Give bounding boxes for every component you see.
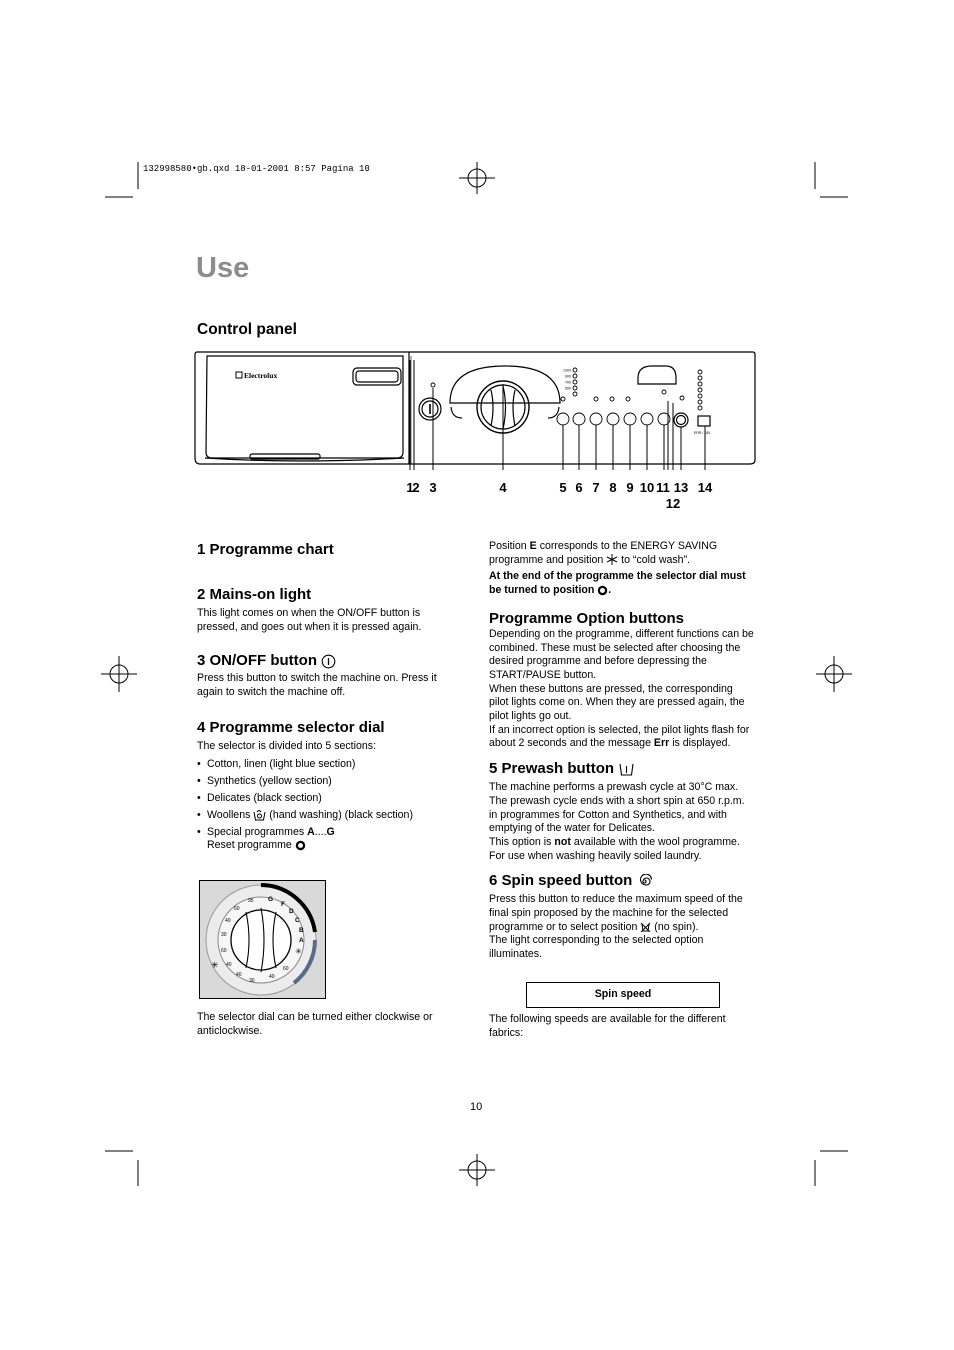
mains-light-text: This light comes on when the ON/OFF button is pressed, and goes out when it is pressed again. (197, 607, 422, 633)
control-panel-illustration (190, 348, 760, 470)
dial-letter: G (268, 896, 274, 903)
callout-11: 11 (656, 480, 670, 495)
spin-speed-light-text: The light corresponding to the selected option illuminates. (489, 934, 704, 961)
position-e-text: Position E corresponds to the ENERGY SAVING programme and position to “cold wash”. (489, 540, 718, 566)
svg-text:Electrolux: Electrolux (244, 371, 278, 380)
list-item: • Cotton, linen (light blue section) (197, 758, 459, 772)
spin-speed-text: Press this button to reduce the maximum speed of the final spin proposed by the machine for the selected programme or to select position (no spin). (489, 893, 743, 933)
callout-14: 14 (697, 480, 713, 495)
dial-temp: 40 (236, 972, 242, 978)
dial-temp: 40 (269, 974, 275, 980)
dial-temp: 40 (226, 962, 232, 968)
callout-7: 7 (592, 480, 600, 495)
spin-value-label: 700 (565, 380, 571, 385)
cold-wash-icon: ✳ (295, 947, 302, 956)
spin-speed-heading: 6 Spin speed button (489, 871, 755, 890)
dial-letter: F (281, 901, 285, 908)
callout-12: 12 (665, 496, 681, 511)
selector-sections-list (197, 758, 459, 853)
onoff-heading: 3 ON/OFF button (197, 651, 459, 670)
spin-value-label: 900 (565, 374, 571, 379)
callout-4: 4 (499, 480, 507, 495)
list-item: • Woollens (hand washing) (black section) (197, 809, 459, 823)
page-number: 10 (470, 1101, 483, 1113)
dial-letter: C (295, 917, 300, 924)
dial-note: The selector dial can be turned either clockwise or anticlockwise. (197, 1011, 433, 1037)
spin-icon (637, 874, 652, 889)
option-buttons-heading: Programme Option buttons (489, 609, 684, 627)
list-item: • Special programmes A....G Reset programme (197, 826, 459, 853)
dial-letter: B (299, 927, 304, 934)
callout-9: 9 (626, 480, 634, 495)
power-icon (321, 654, 336, 669)
dial-temp: 40 (225, 918, 231, 924)
dial-temp: 95 (248, 898, 254, 904)
callout-5: 5 (559, 480, 567, 495)
page-title: Use (196, 252, 250, 284)
callout-2: 2 (412, 480, 420, 495)
section-title: Control panel (197, 321, 297, 338)
options-paragraph: If an incorrect option is selected, the pilot lights flash for about 2 seconds and the message Err is displayed. (489, 723, 750, 750)
dial-letter: D (289, 908, 294, 915)
callout-6: 6 (575, 480, 583, 495)
prewash-text: The machine performs a prewash cycle at 30°C max. The prewash cycle ends with a short spin at 650 r.p.m. in programmes for Cotton and Synthetics, and with emptying of the water for Delicates. (489, 781, 745, 835)
prewash-icon (618, 762, 635, 777)
options-paragraph: When these buttons are pressed, the corresponding pilot lights come on. When they are pressed again, the pilot lights go out. (489, 682, 745, 723)
prewash-note: This option is not available with the wool programme. For use when washing heavily soiled laundry. (489, 835, 740, 862)
callout-3: 3 (429, 480, 437, 495)
selector-dial-picture (199, 880, 326, 999)
dial-temp: 60 (234, 906, 240, 912)
callout-1: 1 (406, 480, 414, 495)
brand-logo (236, 371, 277, 380)
dial-temp: 60 (221, 948, 227, 954)
callout-8: 8 (609, 480, 617, 495)
reset-o-icon (295, 840, 306, 851)
reset-o-icon (597, 585, 608, 596)
dial-temp: 60 (283, 966, 289, 972)
selector-intro: The selector is divided into 5 sections: (197, 739, 377, 752)
prewash-heading: 5 Prewash button (489, 759, 755, 778)
spin-speed-table-header: Spin speed (526, 982, 720, 1008)
onoff-text: Press this button to switch the machine on. Press it again to switch the machine off. (197, 672, 437, 699)
dial-temp: 30 (249, 978, 255, 984)
list-item: • Synthetics (yellow section) (197, 775, 459, 789)
cold-wash-icon (606, 554, 618, 565)
print-header: 132998580•gb.qxd 18-01-2001 8:57 Pagina 10 (143, 164, 370, 174)
spin-value-label: 1300 (563, 368, 571, 373)
dial-temp: 30 (221, 932, 227, 938)
selector-dial-heading: 4 Programme selector dial (197, 718, 385, 736)
no-spin-icon (640, 922, 651, 932)
options-paragraph: Depending on the programme, different functions can be combined. These must be selected after choosing the desired programme and before depressing the START/PAUSE button. (489, 627, 754, 681)
list-item: • Delicates (black section) (197, 792, 459, 806)
callout-13: 13 (673, 480, 689, 495)
cold-wash-icon: ✳ (211, 961, 219, 971)
dial-letter: A (299, 937, 304, 944)
mains-light-heading: 2 Mains-on light (197, 586, 312, 603)
speeds-intro-text: The following speeds are available for the different fabrics: (489, 1013, 726, 1039)
handwash-icon (253, 809, 266, 821)
programme-chart-heading: 1 Programme chart (197, 541, 334, 558)
end-of-programme-note: At the end of the programme the selector dial must be turned to position . (489, 570, 746, 597)
spin-value-label: 500 (565, 386, 571, 391)
err-label: ERR / DEL (694, 431, 712, 435)
callout-10: 10 (639, 480, 655, 495)
